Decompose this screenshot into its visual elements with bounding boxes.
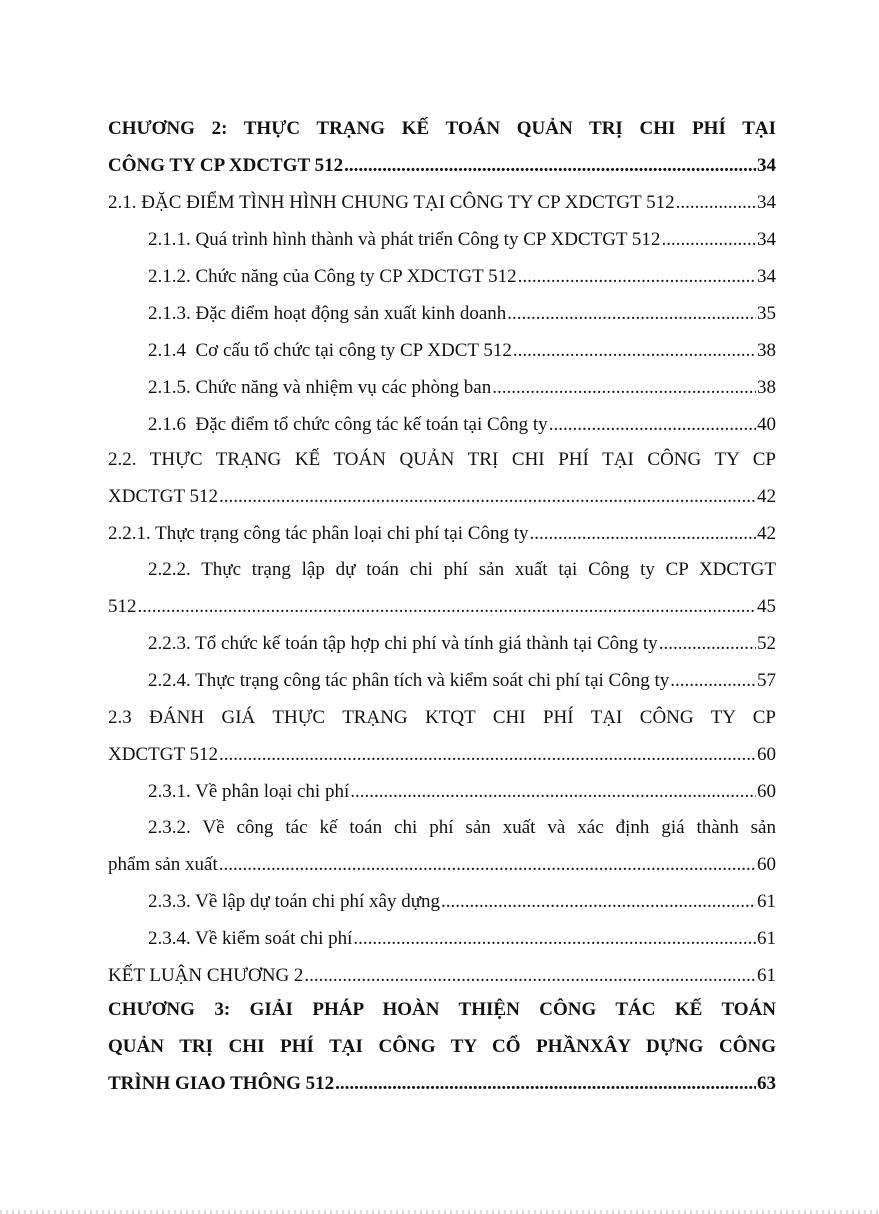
dot-leader	[441, 889, 756, 915]
toc-entry-row	[108, 153, 776, 179]
toc-entry-title: 2.1.1. Quá trình hình thành và phát triển Công ty CP XDCTGT 512	[148, 229, 661, 250]
toc-entry-row	[108, 521, 776, 547]
toc-entry-row	[148, 412, 776, 438]
toc-entry-row	[108, 963, 776, 989]
toc-entry-row	[148, 227, 776, 253]
dot-leader	[353, 926, 756, 952]
toc-entry-title: XDCTGT 512	[108, 744, 218, 765]
dot-leader	[138, 594, 757, 620]
toc-entry-title: 2.3.2. Về công tác kế toán chi phí sản xuất và xác định giá thành sản	[148, 817, 776, 838]
toc-entry-title: 2.2.2. Thực trạng lập dự toán chi phí sản xuất tại Công ty CP XDCTGT	[148, 559, 776, 580]
dot-leader	[219, 484, 756, 510]
toc-entry-title: 2.2. THỰC TRẠNG KẾ TOÁN QUẢN TRỊ CHI PHÍ TẠI CÔNG TY CP	[108, 449, 776, 470]
toc-entry-row	[148, 301, 776, 327]
dot-leader	[335, 1071, 756, 1097]
dot-leader	[676, 190, 756, 216]
toc-entry-title: 2.3 ĐÁNH GIÁ THỰC TRẠNG KTQT CHI PHÍ TẠI CÔNG TY CP	[108, 707, 776, 728]
toc-page-number: 34	[757, 266, 776, 287]
toc-entry-title: phẩm sản xuất	[108, 854, 218, 875]
dot-leader	[549, 412, 756, 438]
toc-page-number: 35	[757, 303, 776, 324]
toc-page-number: 42	[757, 523, 776, 544]
toc-entry-title: 2.2.4. Thực trạng công tác phân tích và kiểm soát chi phí tại Công ty	[148, 670, 670, 691]
toc-page-number: 63	[757, 1073, 776, 1094]
toc-page-number: 34	[757, 192, 776, 213]
toc-entry-title: 2.2.1. Thực trạng công tác phân loại chi phí tại Công ty	[108, 523, 529, 544]
toc-page-number: 60	[757, 781, 776, 802]
page-edge-divider	[0, 1210, 879, 1214]
toc-entry-title: 2.1.3. Đặc điểm hoạt động sản xuất kinh doanh	[148, 303, 507, 324]
toc-entry-row	[108, 484, 776, 510]
toc-entry-title: QUẢN TRỊ CHI PHÍ TẠI CÔNG TY CỔ PHẦNXÂY DỰNG CÔNG	[108, 1036, 776, 1057]
dot-leader	[507, 301, 756, 327]
toc-entry-title: 512	[108, 596, 137, 617]
toc-entry-title: 2.2.3. Tổ chức kế toán tập hợp chi phí và tính giá thành tại Công ty	[148, 633, 658, 654]
toc-entry-title: 2.1. ĐẶC ĐIỂM TÌNH HÌNH CHUNG TẠI CÔNG TY CP XDCTGT 512	[108, 192, 675, 213]
toc-entry-row	[148, 779, 776, 805]
toc-page-number: 45	[757, 596, 776, 617]
toc-entry-row	[148, 889, 776, 915]
toc-page-number: 61	[757, 928, 776, 949]
toc-page-number: 57	[757, 670, 776, 691]
toc-entry-title: CHƯƠNG 2: THỰC TRẠNG KẾ TOÁN QUẢN TRỊ CHI PHÍ TẠI	[108, 118, 776, 139]
toc-entry-row	[148, 375, 776, 401]
dot-leader	[659, 631, 756, 657]
dot-leader	[492, 375, 756, 401]
toc-page-number: 61	[757, 891, 776, 912]
toc-entry-title: 2.1.2. Chức năng của Công ty CP XDCTGT 512	[148, 266, 517, 287]
toc-entry-title: 2.1.5. Chức năng và nhiệm vụ các phòng ban	[148, 377, 492, 398]
dot-leader	[350, 779, 756, 805]
toc-entry-title: KẾT LUẬN CHƯƠNG 2	[108, 965, 304, 986]
toc-page-number: 52	[757, 633, 776, 654]
dot-leader	[661, 227, 756, 253]
dot-leader	[670, 668, 756, 694]
toc-entry-title: 2.3.4. Về kiểm soát chi phí	[148, 928, 353, 949]
dot-leader	[518, 264, 756, 290]
toc-page-number: 60	[757, 744, 776, 765]
toc-page-number: 34	[757, 229, 776, 250]
toc-page-number: 38	[757, 340, 776, 361]
toc-entry-title: XDCTGT 512	[108, 486, 218, 507]
toc-entry-title: TRÌNH GIAO THÔNG 512	[108, 1073, 335, 1094]
toc-entry-row	[148, 631, 776, 657]
dot-leader	[513, 338, 756, 364]
dot-leader	[529, 521, 756, 547]
toc-entry-title: 2.3.1. Về phân loại chi phí	[148, 781, 350, 802]
toc-entry-title: 2.1.6 Đặc điểm tổ chức công tác kế toán tại Công ty	[148, 414, 548, 435]
toc-page-number: 38	[757, 377, 776, 398]
dot-leader	[344, 153, 756, 179]
toc-page-number: 60	[757, 854, 776, 875]
toc-page-number: 34	[757, 155, 776, 176]
toc-entry-row	[108, 190, 776, 216]
toc-entry-title: 2.1.4 Cơ cấu tổ chức tại công ty CP XDCT 512	[148, 340, 512, 361]
toc-entry-row	[108, 1071, 776, 1097]
toc-entry-title: CÔNG TY CP XDCTGT 512	[108, 155, 344, 176]
toc-page-number: 42	[757, 486, 776, 507]
toc-entry-row	[148, 926, 776, 952]
toc-entry-title: 2.3.3. Về lập dự toán chi phí xây dựng	[148, 891, 441, 912]
toc-entry-title: CHƯƠNG 3: GIẢI PHÁP HOÀN THIỆN CÔNG TÁC KẾ TOÁN	[108, 999, 776, 1020]
dot-leader	[304, 963, 756, 989]
toc-page-number: 40	[757, 414, 776, 435]
toc-entry-row	[108, 742, 776, 768]
toc-entry-row	[108, 594, 776, 620]
toc-entry-row	[148, 338, 776, 364]
toc-page-number: 61	[757, 965, 776, 986]
dot-leader	[219, 852, 756, 878]
toc-entry-row	[108, 852, 776, 878]
toc-entry-row	[148, 264, 776, 290]
dot-leader	[219, 742, 756, 768]
toc-entry-row	[148, 668, 776, 694]
